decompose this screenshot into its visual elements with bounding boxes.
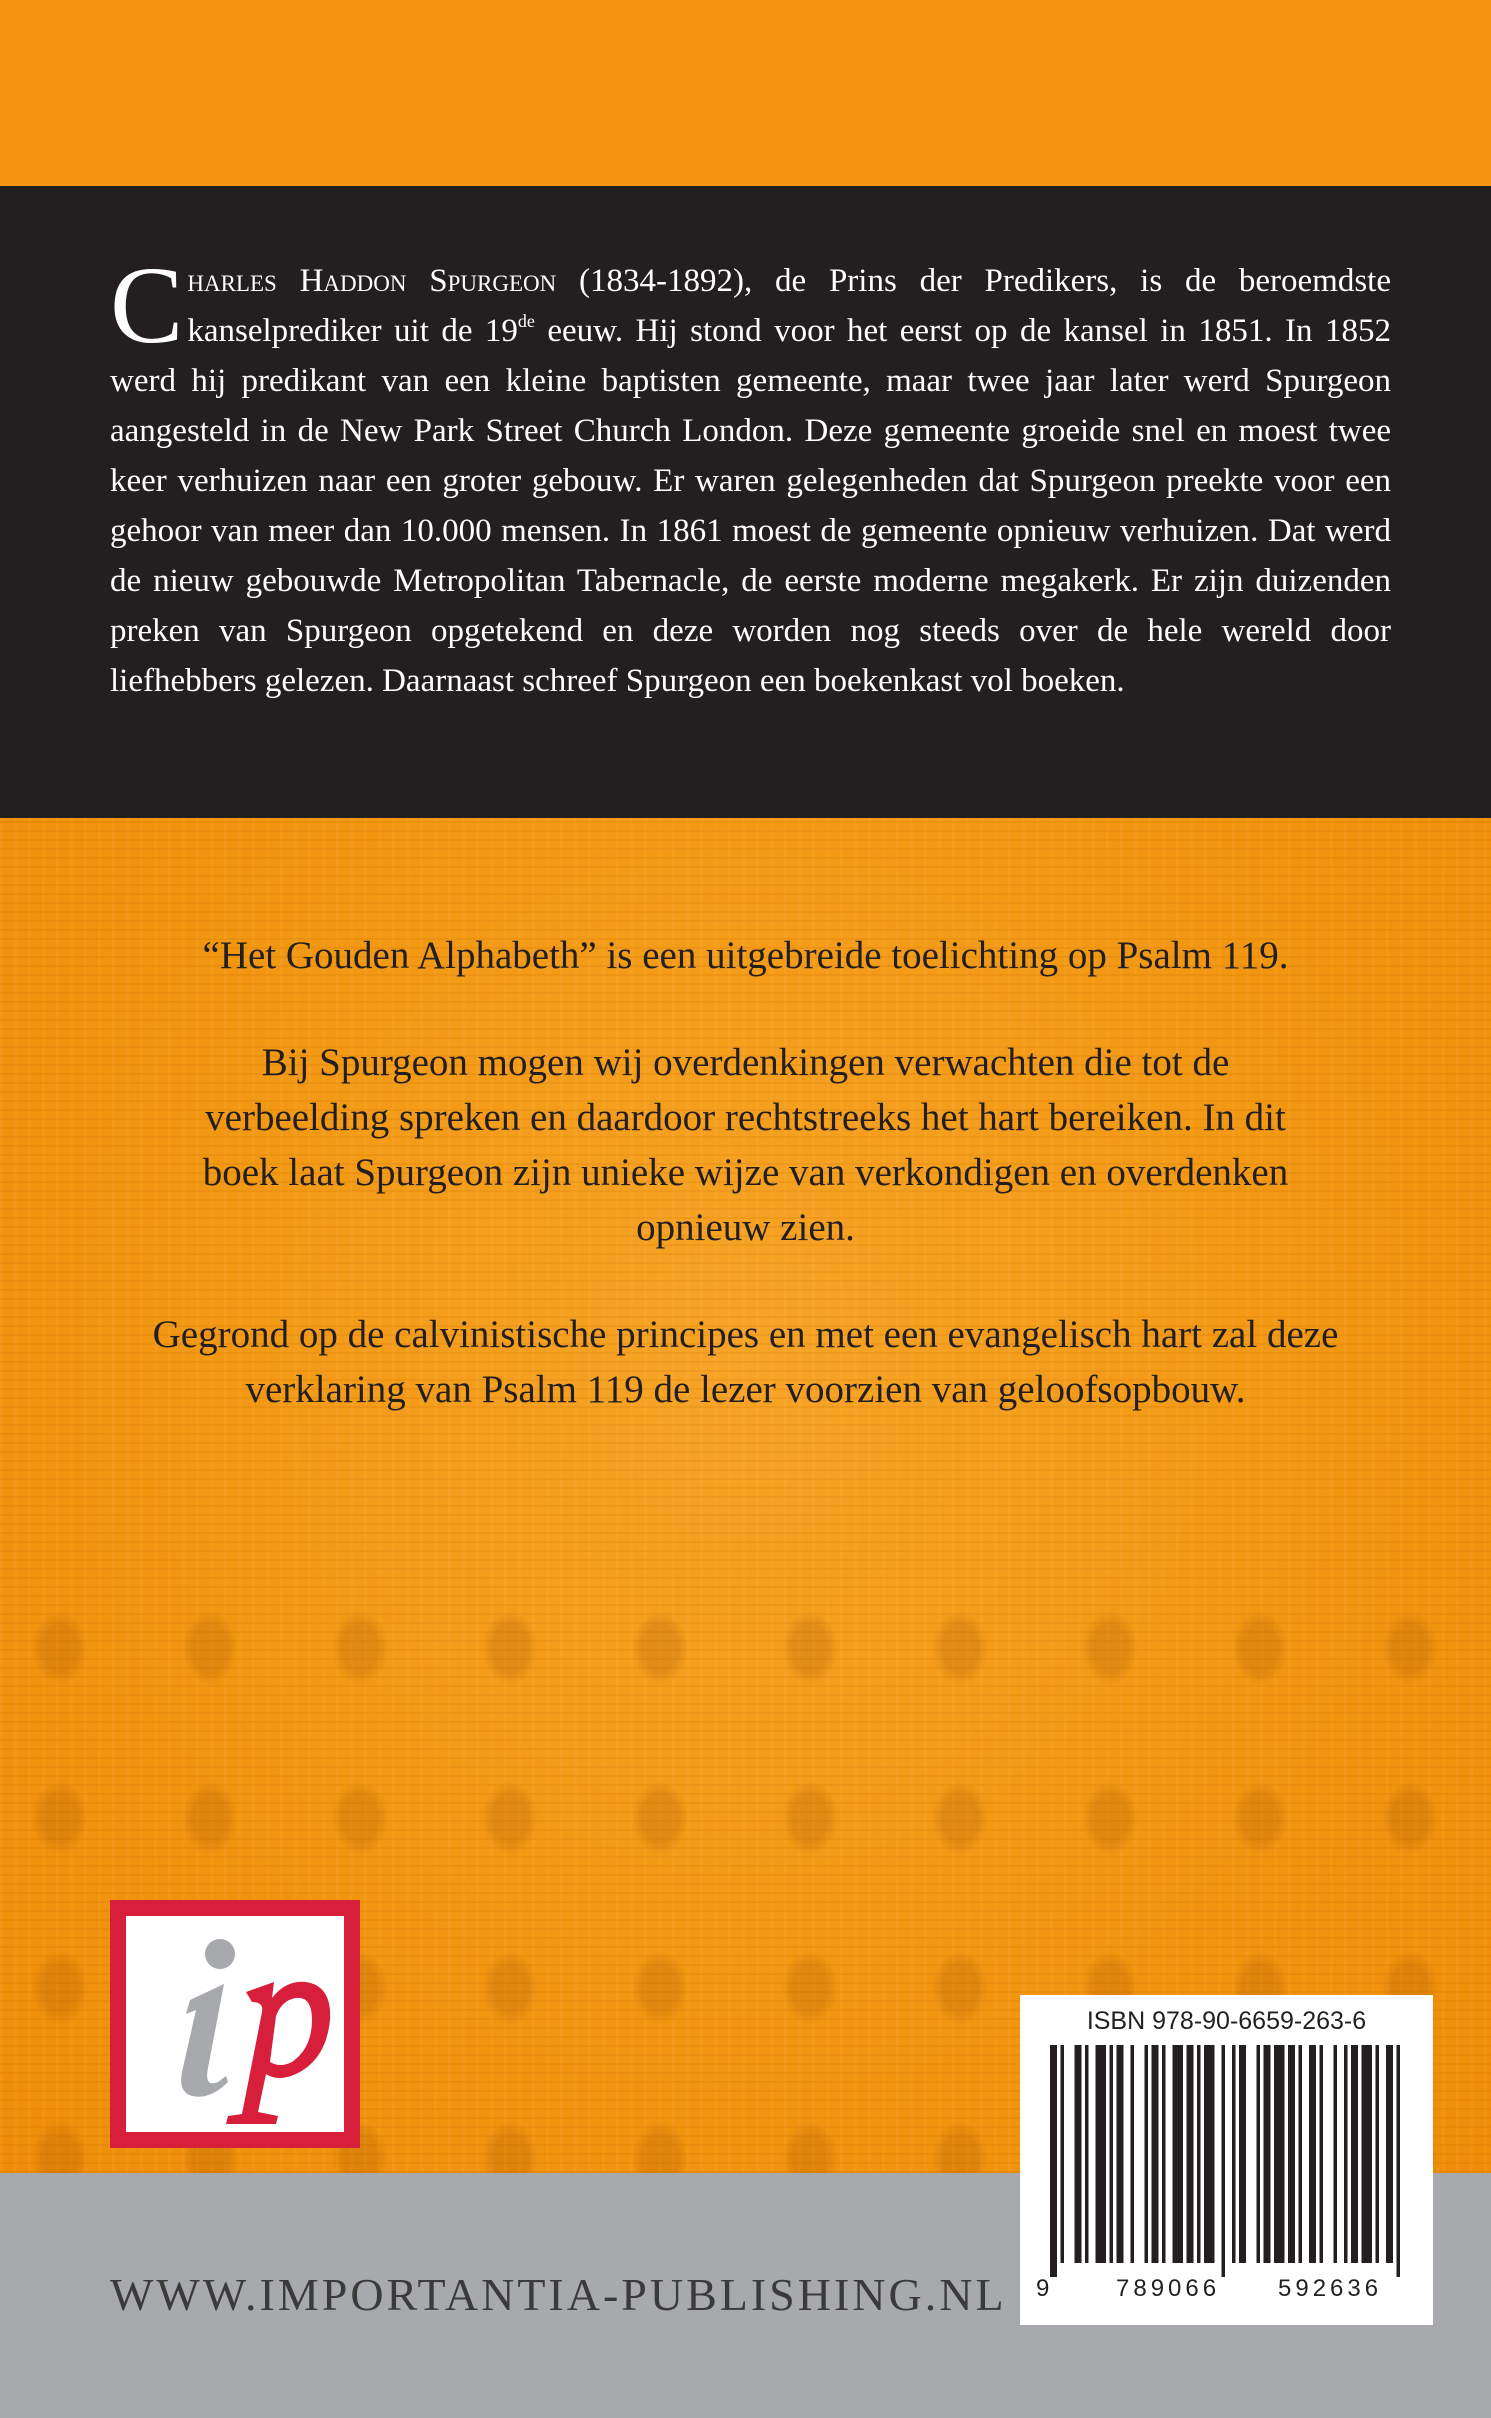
barcode-digits-right: 592636 [1278,2275,1383,2302]
blurb-paragraph-2: Bij Spurgeon mogen wij overdenkingen verwachten die tot de verbeelding spreken en daardoor rechtstreeks het hart bereiken. In dit boek laat Spurgeon zijn unieke wijze van verkondigen en overdenken opnieuw zien. [202,1041,1289,1249]
barcode-bar [1187,2045,1194,2263]
barcode-bar [1050,2045,1057,2277]
barcode-bar [1288,2045,1295,2263]
barcode-bar [1299,2045,1303,2263]
barcode-bar [1309,2045,1316,2263]
barcode-bar [1204,2045,1215,2263]
barcode-bar [1264,2045,1271,2263]
barcode-bar [1197,2045,1201,2263]
author-bio-text [110,244,1391,706]
author-name: harles Haddon Spurgeon [187,263,557,299]
barcode-digit-lead: 9 [1036,2275,1050,2302]
bio-dropcap: C [110,244,184,366]
isbn-label: ISBN 978-90-6659-263-6 [1086,2007,1367,2035]
barcode-bar [1376,2045,1380,2263]
barcode-bar [1096,2045,1107,2263]
barcode-bar [1320,2045,1324,2263]
top-orange-band [0,0,1491,186]
blurb-paragraph-1: “Het Gouden Alphabeth” is een uitgebreide toelichting op Psalm 119. [202,934,1289,977]
blurb-paragraph-3: Gegrond op de calvinistische principes en met een evangelisch hart zal deze verklaring van Psalm 119 de lezer voorzien van geloofsopbouw. [152,1313,1339,1411]
barcode-bar [1386,2045,1393,2263]
barcode-bar [1131,2045,1135,2263]
publisher-logo [110,1900,360,2148]
barcode-bar [1145,2045,1149,2263]
barcode-bar [1173,2045,1184,2263]
barcode-bar [1257,2045,1261,2263]
publisher-logo-inner [126,1916,344,2132]
barcode-bar [1362,2045,1373,2263]
barcode-bar [1239,2045,1246,2263]
barcode-bar [1117,2045,1124,2263]
bio-text-part-2: eeuw. Hij stond voor het eerst op de kansel in 1851. In 1852 werd hij predikant van een kleine baptisten gemeente, maar twee jaar later werd Spurgeon aangesteld in de New Park Street Church London. Deze gemeente groeide snel en moest twee keer verhuizen naar een groter gebouw. Er waren gelegenheden dat Spurgeon preekte voor een gehoor van meer dan 10.000 mensen. In 1861 moest de gemeente opnieuw verhuizen. Dat werd de nieuw gebouwde Metropolitan Tabernacle, de eerste moderne megakerk. Er zijn duizenden preken van Spurgeon opgetekend en deze worden nog steeds over de hele wereld door liefhebbers gelezen. Daarnaast schreef Spurgeon een boekenkast vol boeken. [110,313,1391,699]
barcode-bar [1274,2045,1285,2263]
barcode-bar [1351,2045,1358,2263]
barcode-bar [1075,2045,1082,2263]
barcode-bar [1232,2045,1236,2263]
barcode-bar [1152,2045,1159,2263]
barcode-bar [1334,2045,1338,2263]
bio-superscript: de [517,311,535,331]
barcode-bars [1040,2045,1413,2277]
barcode-bar [1162,2045,1166,2263]
barcode-bar [1085,2045,1089,2263]
barcode-bar [1110,2045,1114,2263]
logo-i-dot [205,1939,235,1969]
barcode-bar [1344,2045,1348,2263]
logo-i-stem [181,1984,228,2097]
barcode-bar [1397,2045,1401,2277]
blurb [0,928,1491,1469]
publisher-website[interactable]: WWW.IMPORTANTIA-PUBLISHING.NL [110,2269,1007,2320]
author-bio-panel [0,186,1491,818]
barcode-bar [1222,2045,1226,2277]
publisher-logo-mark [126,1916,344,2132]
barcode-digits-left: 789066 [1116,2275,1221,2302]
bio-text-part-1: (1834-1892), de Prins der Predikers, is de beroemdste kanselprediker uit de 19 [187,263,1391,349]
barcode-bar [1061,2045,1065,2263]
isbn-barcode [1020,1995,1433,2325]
logo-p-letter [226,1982,330,2124]
